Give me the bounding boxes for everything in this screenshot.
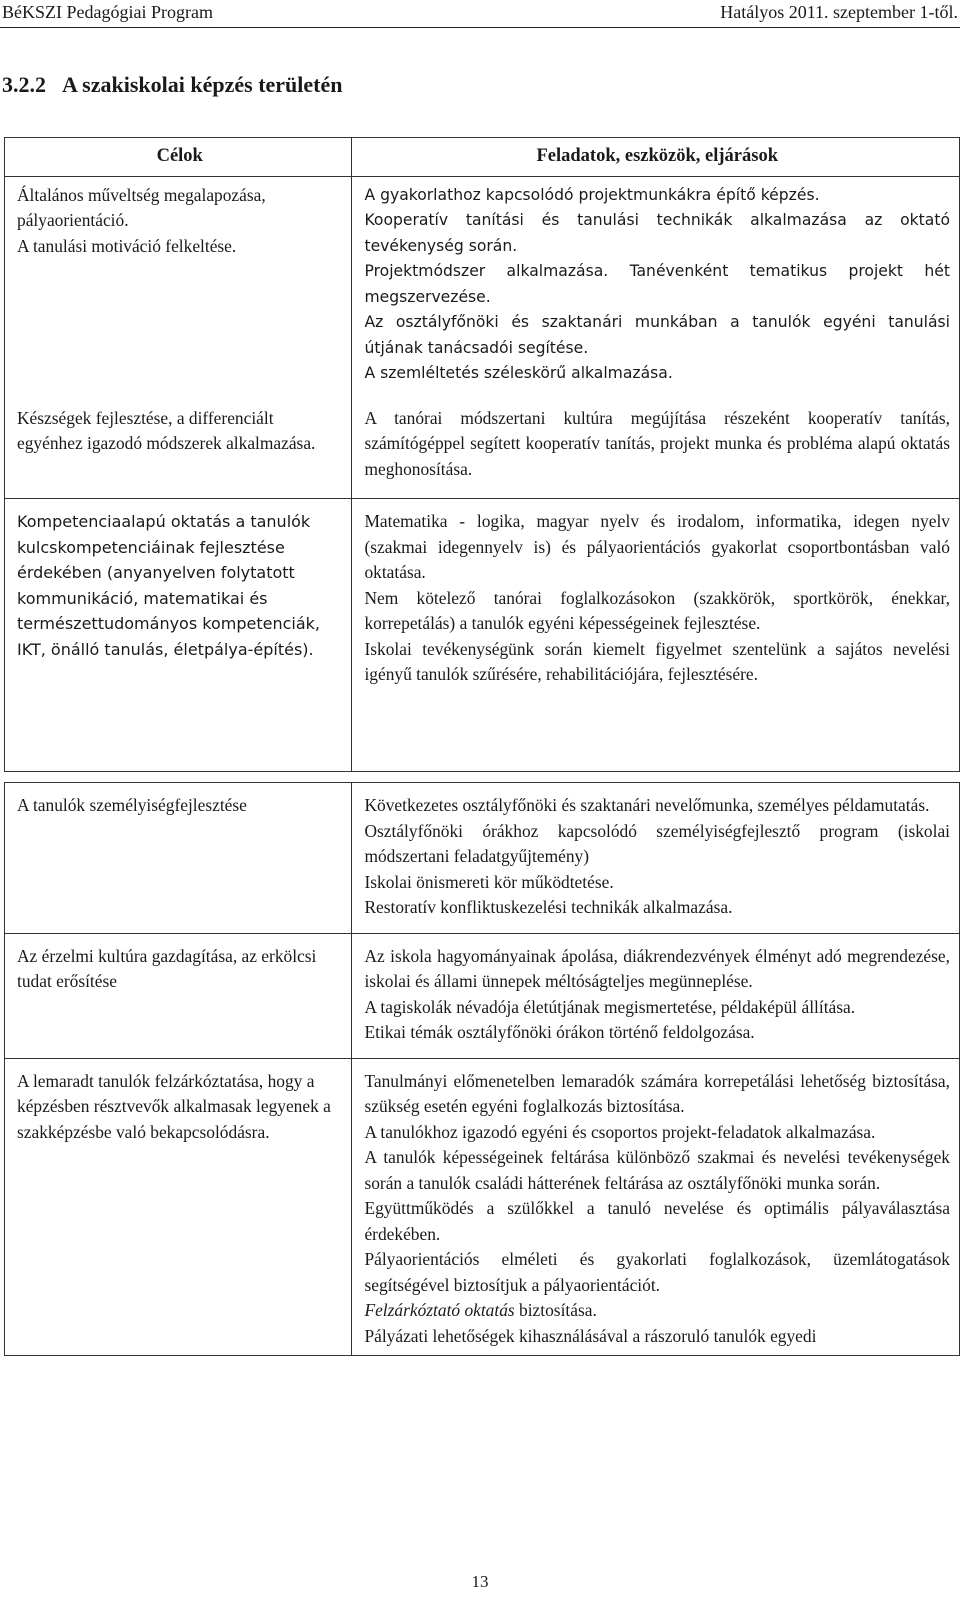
- goal-text: A tanulók személyiségfejlesztése: [17, 795, 247, 815]
- goal-cell: [5, 176, 352, 403]
- table-row: [5, 1058, 960, 1356]
- header-program-name: BéKSZI Pedagógiai Program: [2, 2, 213, 22]
- goal-cell: [5, 499, 352, 772]
- task-cell: [352, 1058, 960, 1356]
- goal-text: A lemaradt tanulók felzárkóztatása, hogy a képzésben résztvevők alkalmasak legyenek a szakképzésbe való bekapcsolódásra.: [17, 1070, 331, 1142]
- goal-text: Kompetenciaalapú oktatás a tanulók kulcskompetenciáinak fejlesztése érdekében (anyanyelven folytatott kommunikáció, matematikai és természettudományos kompetenciák, IKT, önálló tanulás, életpálya-építés).: [17, 512, 320, 659]
- task-text: Az iskola hagyományainak ápolása, diákrendezvények élményt adó megrendezése, iskolai és állami ünnepek méltóságteljes megünneplése. A tagiskolák névadója életútjának megismertetése, példaképül állítása. Etikai témák osztályfőnöki órákon történő feldolgozása.: [364, 945, 950, 1042]
- table-row: [5, 176, 960, 403]
- italic-line-tail: biztosítása.: [514, 1300, 597, 1320]
- header-validity: Hatályos 2011. szeptember 1-től.: [720, 2, 958, 22]
- goal-cell: [5, 403, 352, 499]
- column-header-tasks: Feladatok, eszközök, eljárások: [352, 138, 960, 177]
- task-cell: [352, 499, 960, 772]
- table-row: [5, 499, 960, 772]
- task-cell: [352, 176, 960, 403]
- running-header: [0, 0, 960, 26]
- goals-tasks-table: [4, 137, 960, 772]
- goal-cell: [5, 783, 352, 934]
- italic-phrase: Felzárkóztató oktatás: [364, 1300, 515, 1320]
- page-number: 13: [471, 1572, 489, 1591]
- task-cell: [352, 783, 960, 934]
- task-text: A tanórai módszertani kultúra megújítása részeként kooperatív tanítás, számítógéppel segített kooperatív tanítás, projekt munka és probléma alapú oktatás meghonosítása.: [364, 407, 950, 479]
- goal-text: Készségek fejlesztése, a differenciált egyénhez igazodó módszerek alkalmazása.: [17, 407, 316, 453]
- section-heading: [2, 72, 343, 98]
- task-text: A gyakorlathoz kapcsolódó projektmunkákra építő képzés. Kooperatív tanítási és tanulási technikák alkalmazása az oktató tevékenység során. Projektmódszer alkalmazása. Tanévenként tematikus projekt hét megszervezése. Az osztályfőnöki és szaktanári munkában a tanulók egyéni tanulási útjának tanácsadói segítése. A szemléltetés széleskörű alkalmazása.: [364, 185, 950, 382]
- goal-text: Általános műveltség megalapozása, pályaorientáció. A tanulási motiváció felkeltése.: [17, 184, 266, 256]
- section-title-text: A szakiskolai képzés területén: [62, 72, 343, 97]
- table-header-row: [5, 138, 960, 177]
- task-text: Matematika - logika, magyar nyelv és irodalom, informatika, idegen nyelv (szakmai idegennyelv is) és pályaorientációs gyakorlat csoportbontásban való oktatása. Nem kötelező tanórai foglalkozásokon (szakkörök, sportkörök, énekkar, korrepetálás) a tanulók egyéni képességeinek fejlesztése. Iskolai tevékenységünk során kiemelt figyelmet szentelünk a sajátos nevelési igényű tanulók szűrésére, rehabilitációjára, fejlesztésére.: [364, 511, 950, 684]
- header-divider: [0, 27, 960, 28]
- goal-text: Az érzelmi kultúra gazdagítása, az erkölcsi tudat erősítése: [17, 945, 317, 991]
- task-text: Következetes osztályfőnöki és szaktanári nevelőmunka, személyes példamutatás. Osztályfőnöki órákhoz kapcsolódó személyiségfejlesztő program (iskolai módszertani feladatgyűjtemény) Iskolai önismereti kör működtetése. Restoratív konfliktuskezelési technikák alkalmazása.: [364, 795, 950, 917]
- task-text-italic-line: [364, 1298, 950, 1324]
- task-cell: [352, 403, 960, 499]
- section-number: 3.2.2: [2, 72, 46, 97]
- task-text: Tanulmányi előmenetelben lemaradók számára korrepetálási lehetőség biztosítása, szükség esetén egyéni foglalkozás biztosítása. A tanulókhoz igazodó egyéni és csoportos projekt-feladatok alkalmazása. A tanulók képességeinek feltárása különböző szakmai és nevelési tevékenységek során a tanulók családi hátterének feltárása az osztályfőnöki munka során. Együttműködés a szülőkkel a tanuló nevelése és optimális pályaválasztása érdekében. Pályaorientációs elméleti és gyakorlati foglalkozások, üzemlátogatások segítségével biztosítjuk a pályaorientációt.: [364, 1070, 950, 1295]
- table-row: [5, 783, 960, 934]
- personality-development-table: [4, 782, 960, 1356]
- table-row: [5, 403, 960, 499]
- task-text-continued: Pályázati lehetőségek kihasználásával a rászoruló tanulók egyedi: [364, 1325, 817, 1346]
- column-header-goals: Célok: [5, 138, 352, 177]
- goal-cell: [5, 933, 352, 1058]
- task-cell: [352, 933, 960, 1058]
- goal-cell: [5, 1058, 352, 1356]
- table-row: [5, 933, 960, 1058]
